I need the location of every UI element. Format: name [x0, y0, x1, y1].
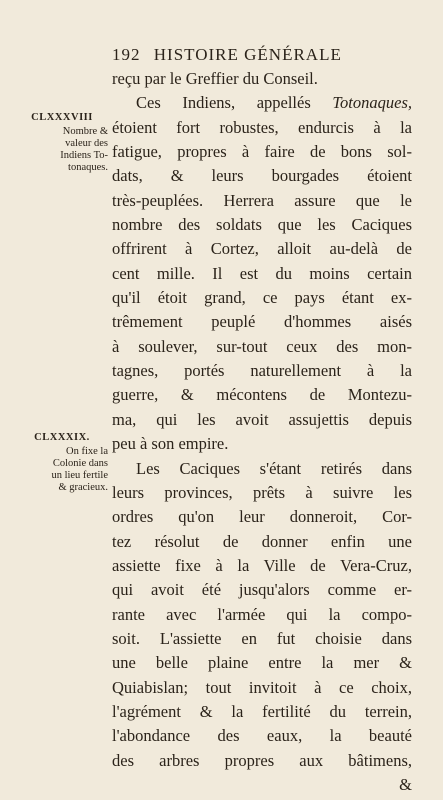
text-line: tez résolut de donner enfin une: [112, 531, 412, 551]
text-line: Les Caciques s'étant retirés dans: [136, 458, 412, 478]
sidenote-line: un lieu fertile: [51, 470, 108, 481]
page-number: 192: [112, 45, 141, 64]
text-line: cent mille. Il est du moins certain: [112, 263, 412, 283]
text-line: trêmement peuplé d'hommes aisés: [112, 312, 412, 332]
text-line: des arbres propres aux bâtimens,: [112, 750, 412, 770]
text-line-start: Ces Indiens, appellés: [136, 93, 311, 113]
text-line: une belle plaine entre la mer &: [112, 653, 412, 673]
text-line: tagnes, portés naturellement à la: [112, 361, 412, 381]
text-line: guerre, & mécontens de Montezu-: [112, 385, 412, 405]
sidenote-line: & gracieux.: [58, 482, 108, 493]
text-line: à soulever, sur-tout ceux des mon-: [112, 336, 412, 356]
running-title: HISTOIRE GÉNÉRALE: [153, 45, 342, 64]
text-line: leurs provinces, prêts à suivre les: [112, 482, 412, 502]
text-line: reçu par le Greffier du Conseil.: [112, 69, 318, 88]
text-line: qu'il étoit grand, ce pays étant ex-: [112, 288, 412, 308]
catchword: &: [399, 774, 412, 794]
sidenote-2: [16, 432, 108, 494]
text-line: étoient fort robustes, endurcis à la: [112, 117, 412, 137]
text-line: peu à son empire.: [112, 434, 229, 454]
sidenote-line: valeur des: [65, 138, 108, 149]
sidenote-line: On fixe la: [66, 446, 108, 457]
text-line: assiette fixe à la Ville de Vera-Cruz,: [112, 555, 412, 575]
text-line: offrirent à Cortez, alloit au-delà de: [112, 239, 412, 259]
sidenote-line: tonaques.: [68, 162, 108, 173]
sidenote-line: Nombre &: [62, 126, 108, 137]
text-line: soit. L'assiette en fut choisie dans: [112, 628, 412, 648]
text-line: très-peuplées. Herrera assure que le: [112, 190, 412, 210]
text-line: qui avoit été jusqu'alors comme er-: [112, 580, 412, 600]
text-line: [112, 91, 412, 115]
text-line: rante avec l'armée qui la compo-: [112, 604, 412, 624]
italic-word: Totonaques,: [332, 93, 412, 113]
sidenote-line: Indiens To-: [60, 150, 108, 161]
text-line: ordres qu'on leur donneroit, Cor-: [112, 507, 412, 527]
text-line: ma, qui les avoit assujettis depuis: [112, 409, 412, 429]
sidenote-1: [16, 112, 108, 174]
text-line: l'agrément & la fertilité du terrein,: [112, 701, 412, 721]
text-line: nombre des soldats que les Caciques: [112, 215, 412, 235]
text-line: fatigue, propres à faire de bons sol-: [112, 142, 412, 162]
text-line: Quiabislan; tout invitoit à ce choix,: [112, 677, 412, 697]
sidenote-line: Colonie dans: [52, 458, 108, 469]
sidenote-ref: CLXXXVIII: [31, 112, 93, 123]
text-line: l'abondance des eaux, la beauté: [112, 726, 412, 746]
page-header: [112, 45, 412, 65]
text-line: dats, & leurs bourgades étoient: [112, 166, 412, 186]
sidenote-ref: CLXXXIX.: [34, 432, 90, 443]
body-text: [112, 67, 412, 797]
